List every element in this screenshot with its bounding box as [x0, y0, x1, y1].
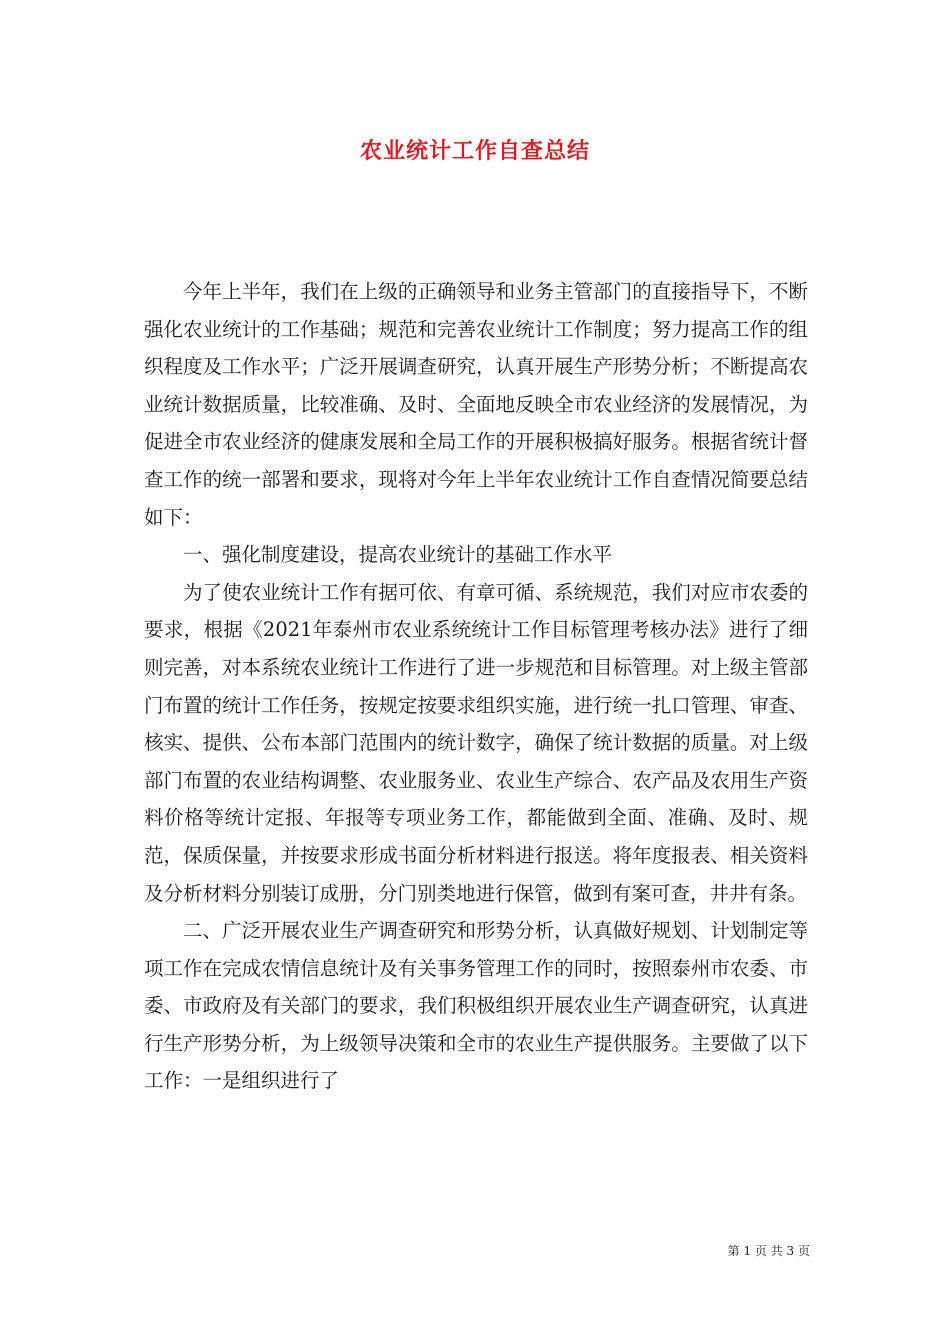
paragraph-intro: 今年上半年，我们在上级的正确领导和业务主管部门的直接指导下，不断强化农业统计的工作基础；规范和完善农业统计工作制度；努力提高工作的组织程度及工作水平；广泛开展调查研究，认真开展生产形势分析；不断提高农业统计数据质量，比较准确、及时、全面地反映全市农业经济的发展情况，为促进全市农业经济的健康发展和全局工作的开展积极搞好服务。根据省统计督查工作的统一部署和要求，现将对今年上半年农业统计工作自查情况简要总结如下：	[144, 280, 808, 529]
document-body	[144, 273, 808, 1100]
document-title: 农业统计工作自查总结	[359, 138, 590, 164]
section-heading-1: 一、强化制度建设，提高农业统计的基础工作水平	[183, 543, 613, 567]
page-number: 第 1 页 共 3 页	[727, 1244, 810, 1258]
paragraph-section-1: 为了使农业统计工作有据可依、有章可循、系统规范，我们对应市农委的要求，根据《2021年泰州市农业系统统计工作目标管理考核办法》进行了细则完善，对本系统农业统计工作进行了进一步规范和目标管理。对上级主管部门布置的统计工作任务，按规定按要求组织实施，进行统一扎口管理、审查、核实、提供、公布本部门范围内的统计数字，确保了统计数据的质量。对上级部门布置的农业结构调整、农业服务业、农业生产综合、农产品及农用生产资料价格等统计定报、年报等专项业务工作，都能做到全面、准确、及时、规范，保质保量，并按要求形成书面分析材料进行报送。将年度报表、相关资料及分析材料分别装订成册，分门别类地进行保管，做到有案可查，井井有条。	[144, 580, 808, 905]
paragraph-section-2: 二、广泛开展农业生产调查研究和形势分析，认真做好规划、计划制定等项工作在完成农情信息统计及有关事务管理工作的同时，按照泰州市农委、市委、市政府及有关部门的要求，我们积极组织开展农业生产调查研究，认真进行生产形势分析，为上级领导决策和全市的农业生产提供服务。主要做了以下工作：一是组织进行了	[144, 919, 808, 1093]
